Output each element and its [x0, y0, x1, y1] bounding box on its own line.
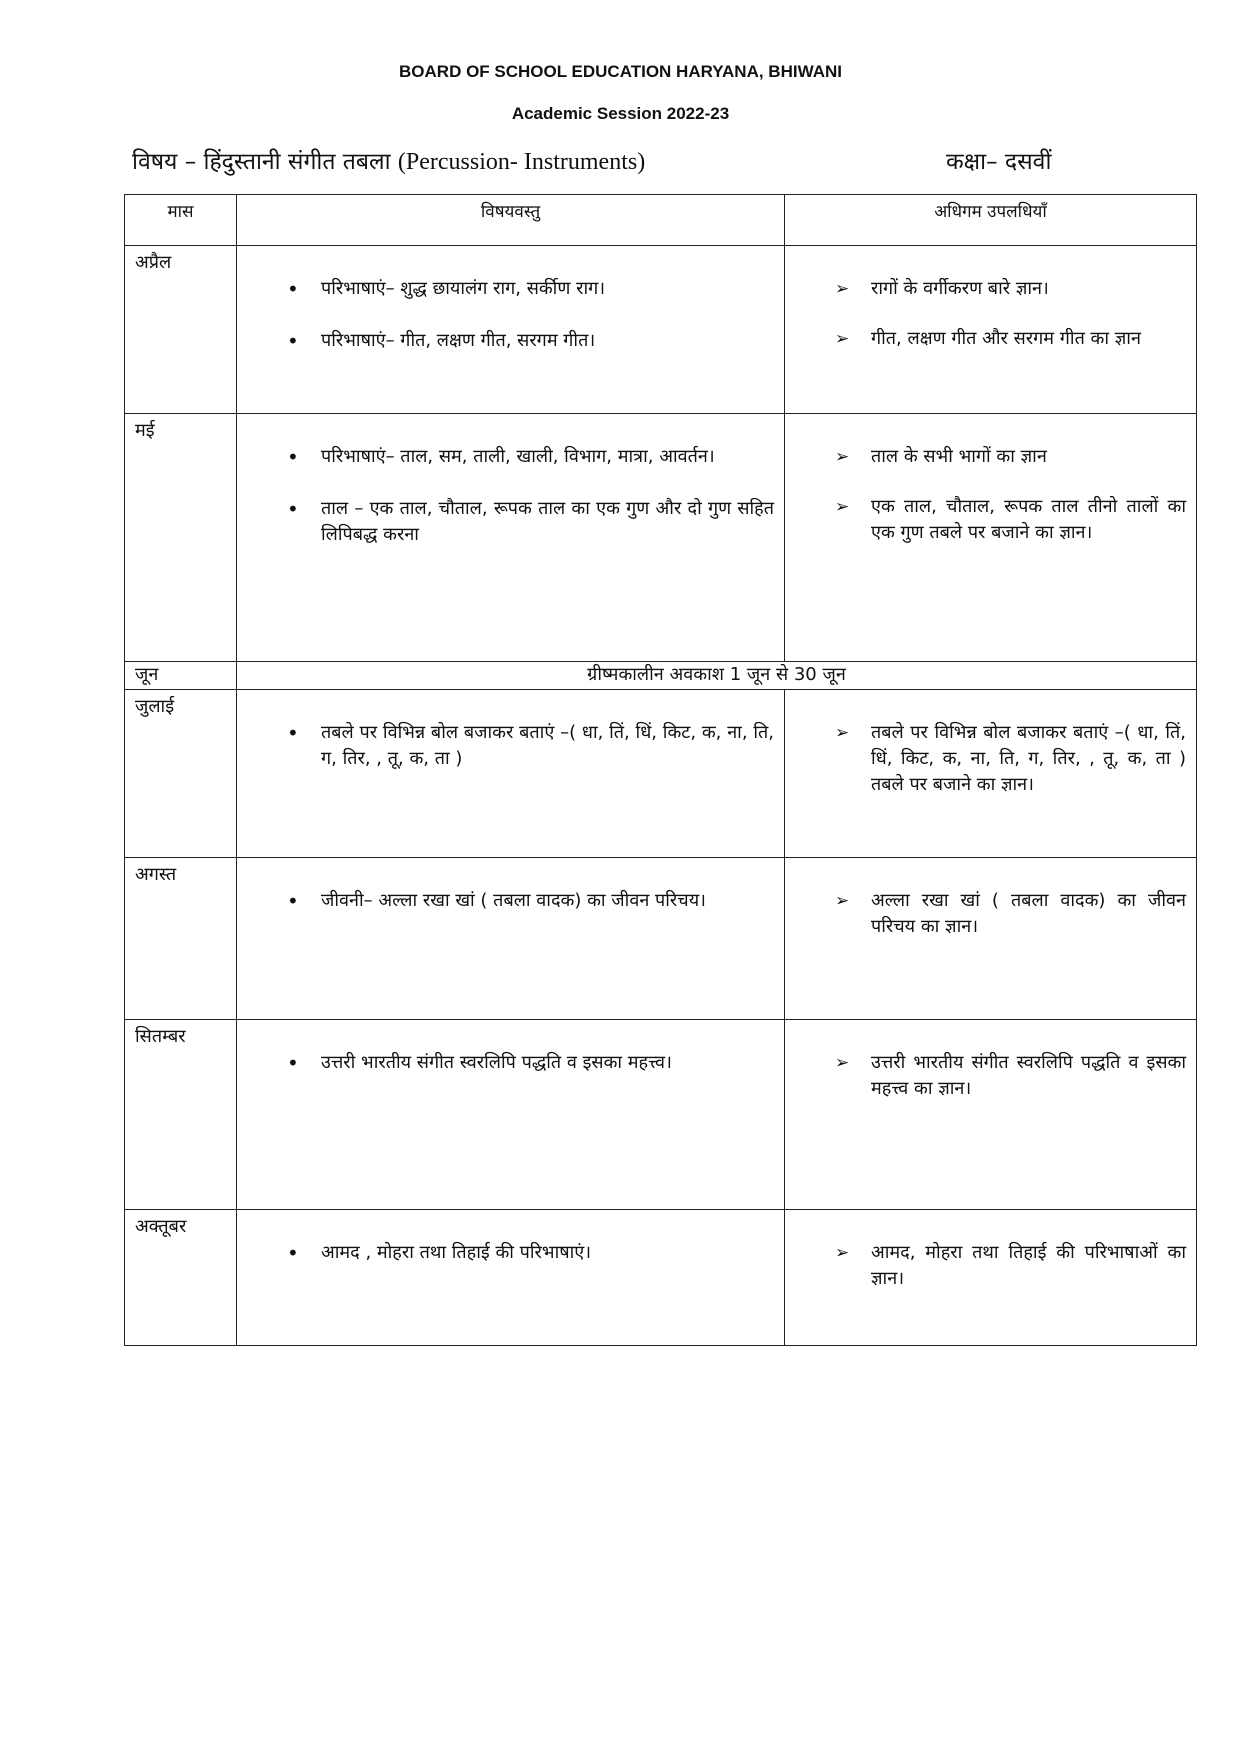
table-row: [125, 1210, 1197, 1346]
syllabus-table: [124, 194, 1197, 1346]
month-cell: जून: [125, 662, 237, 690]
topic-item: • जीवनी– अल्ला रखा खां ( तबला वादक) का जीवन परिचय।: [321, 888, 774, 914]
topics-cell: [237, 1020, 785, 1210]
topic-item: • तबले पर विभिन्न बोल बजाकर बताएं –( धा, तिं, धिं, किट, क, ना, ति, ग, तिर, , तू, क, ता ): [321, 720, 774, 772]
outcome-item: ➢ एक ताल, चौताल, रूपक ताल तीनो तालों का एक गुण तबले पर बजाने का ज्ञान।: [871, 494, 1186, 546]
topics-cell: [237, 690, 785, 858]
session-title: Academic Session 2022-23: [511, 104, 730, 123]
month-cell: सितम्बर: [125, 1020, 237, 1210]
month-cell: अप्रैल: [125, 246, 237, 414]
outcomes-cell: [785, 1210, 1197, 1346]
subject-line: [132, 144, 645, 176]
outcome-item: ➢ आमद, मोहरा तथा तिहाई की परिभाषाओं का ज्ञान।: [871, 1240, 1186, 1292]
subject-english: (Percussion- Instruments): [397, 149, 646, 175]
header-outcomes: अधिगम उपलधियाँ: [785, 195, 1197, 246]
topic-item: • परिभाषाएं– ताल, सम, ताली, खाली, विभाग, मात्रा, आवर्तन।: [321, 444, 774, 470]
board-title: BOARD OF SCHOOL EDUCATION HARYANA, BHIWANI: [399, 62, 842, 81]
topics-cell: [237, 414, 785, 662]
header-month: मास: [125, 195, 237, 246]
table-row: [125, 414, 1197, 662]
topic-item: • उत्तरी भारतीय संगीत स्वरलिपि पद्धति व इसका महत्त्व।: [321, 1050, 774, 1076]
class-label: कक्षा– दसवीं: [946, 149, 1052, 175]
outcome-item: ➢ रागों के वर्गीकरण बारे ज्ञान।: [871, 276, 1186, 302]
topic-item: • परिभाषाएं– शुद्ध छायालंग राग, सर्कीण राग।: [321, 276, 774, 302]
topic-item: • आमद , मोहरा तथा तिहाई की परिभाषाएं।: [321, 1240, 774, 1266]
topic-item: • परिभाषाएं– गीत, लक्षण गीत, सरगम गीत।: [321, 328, 774, 354]
holiday-cell: ग्रीष्मकालीन अवकाश 1 जून से 30 जून: [237, 662, 1197, 690]
table-row: [125, 1020, 1197, 1210]
outcome-item: ➢ उत्तरी भारतीय संगीत स्वरलिपि पद्धति व इसका महत्त्व का ज्ञान।: [871, 1050, 1186, 1102]
outcomes-cell: [785, 858, 1197, 1020]
table-row: [125, 246, 1197, 414]
table-row: [125, 858, 1197, 1020]
outcomes-cell: [785, 1020, 1197, 1210]
month-cell: मई: [125, 414, 237, 662]
header-content: विषयवस्तु: [237, 195, 785, 246]
outcome-item: ➢ तबले पर विभिन्न बोल बजाकर बताएं –( धा, तिं, धिं, किट, क, ना, ति, ग, तिर, , तू, क, ता ) तबले पर बजाने का ज्ञान।: [871, 720, 1186, 798]
table-header-row: [125, 195, 1197, 246]
outcomes-cell: [785, 690, 1197, 858]
outcomes-cell: [785, 246, 1197, 414]
outcome-item: ➢ ताल के सभी भागों का ज्ञान: [871, 444, 1186, 470]
month-cell: अक्तूबर: [125, 1210, 237, 1346]
outcome-item: ➢ गीत, लक्षण गीत और सरगम गीत का ज्ञान: [871, 326, 1186, 352]
table-row: [125, 690, 1197, 858]
table-row: [125, 662, 1197, 690]
month-cell: अगस्त: [125, 858, 237, 1020]
topics-cell: [237, 246, 785, 414]
topic-item: • ताल – एक ताल, चौताल, रूपक ताल का एक गुण और दो गुण सहित लिपिबद्ध करना: [321, 496, 774, 548]
subject-hindi: विषय – हिंदुस्तानी संगीत तबला: [132, 149, 391, 175]
topics-cell: [237, 858, 785, 1020]
outcome-item: ➢ अल्ला रखा खां ( तबला वादक) का जीवन परिचय का ज्ञान।: [871, 888, 1186, 940]
topics-cell: [237, 1210, 785, 1346]
month-cell: जुलाई: [125, 690, 237, 858]
outcomes-cell: [785, 414, 1197, 662]
